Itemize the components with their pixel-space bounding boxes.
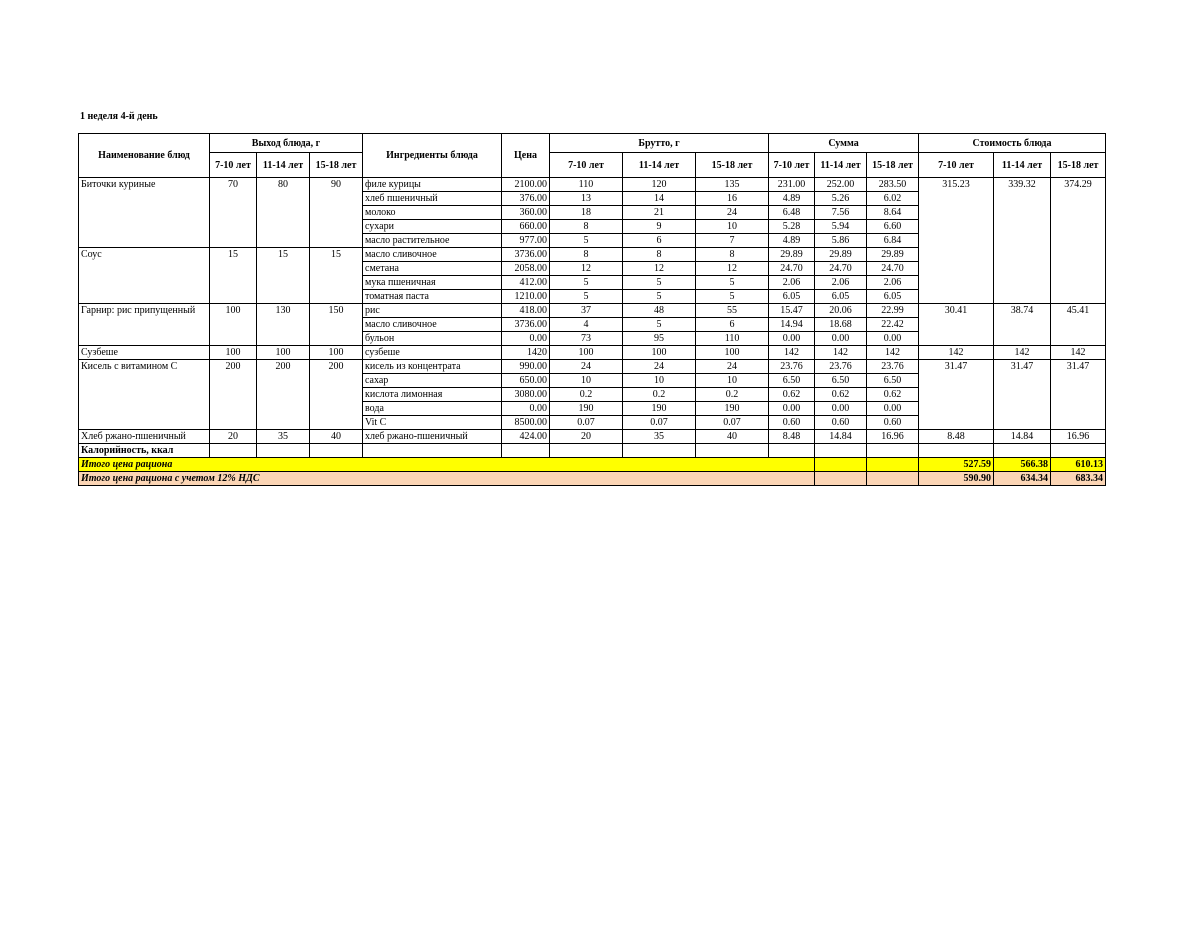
ingredient-brutto: 12: [696, 262, 769, 276]
header-age: 7-10 лет: [919, 153, 994, 178]
ingredient-brutto: 8: [623, 248, 696, 262]
dish-cost: 142: [1051, 346, 1106, 360]
ingredient-brutto: 7: [696, 234, 769, 248]
dish-yield: 100: [210, 346, 257, 360]
ingredient-sum: 2.06: [769, 276, 815, 290]
ingredient-sum: 0.60: [769, 416, 815, 430]
ingredient-brutto: 20: [550, 430, 623, 444]
total-label: Итого цена рациона: [79, 458, 815, 472]
dish-cost: 142: [994, 346, 1051, 360]
ingredient-brutto: 190: [696, 402, 769, 416]
ingredient-brutto: 8: [550, 220, 623, 234]
ingredient-brutto: 73: [550, 332, 623, 346]
header-ingredients: Ингредиенты блюда: [363, 134, 502, 178]
ingredient-name: Vit C: [363, 416, 502, 430]
ingredient-name: масло растительное: [363, 234, 502, 248]
ingredient-sum: 0.60: [867, 416, 919, 430]
ingredient-sum: 8.48: [769, 430, 815, 444]
dish-name: Кисель с витамином С: [79, 360, 210, 430]
ingredient-sum: 29.89: [867, 248, 919, 262]
ingredient-sum: 29.89: [815, 248, 867, 262]
ingredient-sum: 7.56: [815, 206, 867, 220]
table-row: [79, 346, 1106, 360]
dish-name: Соус: [79, 248, 210, 304]
ingredient-price: 3736.00: [502, 318, 550, 332]
dish-cost: 142: [919, 346, 994, 360]
ingredient-sum: 8.64: [867, 206, 919, 220]
ingredient-brutto: 135: [696, 178, 769, 192]
ingredient-sum: 5.26: [815, 192, 867, 206]
total-value: 566.38: [994, 458, 1051, 472]
dish-yield: 200: [257, 360, 310, 430]
ingredient-price: 412.00: [502, 276, 550, 290]
ingredient-sum: 6.60: [867, 220, 919, 234]
ingredient-sum: 14.94: [769, 318, 815, 332]
header-age: 11-14 лет: [623, 153, 696, 178]
ingredient-sum: 0.60: [815, 416, 867, 430]
ingredient-brutto: 5: [550, 290, 623, 304]
ingredient-price: 1210.00: [502, 290, 550, 304]
ingredient-price: 418.00: [502, 304, 550, 318]
ingredient-brutto: 24: [550, 360, 623, 374]
dish-cost: 374.29: [1051, 178, 1106, 304]
table-row: [79, 430, 1106, 444]
dish-cost: 38.74: [994, 304, 1051, 346]
dish-name: Гарнир: рис припущенный: [79, 304, 210, 346]
dish-yield: 90: [310, 178, 363, 248]
ingredient-sum: 0.00: [867, 402, 919, 416]
ingredient-sum: 0.00: [769, 402, 815, 416]
table-row: [79, 360, 1106, 374]
ingredient-sum: 142: [815, 346, 867, 360]
total-value: 610.13: [1051, 458, 1106, 472]
ingredient-name: масло сливочное: [363, 318, 502, 332]
total-vat-label: Итого цена рациона с учетом 12% НДС: [79, 472, 815, 486]
header-age: 11-14 лет: [257, 153, 310, 178]
header-age: 15-18 лет: [867, 153, 919, 178]
ingredient-name: кисель из концентрата: [363, 360, 502, 374]
ingredient-price: 2100.00: [502, 178, 550, 192]
header-dish-name: Наименование блюд: [79, 134, 210, 178]
ingredient-name: бульон: [363, 332, 502, 346]
dish-cost: 315.23: [919, 178, 994, 304]
ingredient-price: 1420: [502, 346, 550, 360]
dish-cost: 31.47: [994, 360, 1051, 430]
dish-yield: 80: [257, 178, 310, 248]
ingredient-price: 3080.00: [502, 388, 550, 402]
ingredient-brutto: 18: [550, 206, 623, 220]
ingredient-sum: 22.99: [867, 304, 919, 318]
ingredient-sum: 0.62: [769, 388, 815, 402]
ingredient-sum: 0.62: [867, 388, 919, 402]
ingredient-sum: 20.06: [815, 304, 867, 318]
header-age: 7-10 лет: [550, 153, 623, 178]
ingredient-brutto: 16: [696, 192, 769, 206]
ingredient-sum: 6.02: [867, 192, 919, 206]
ingredient-brutto: 40: [696, 430, 769, 444]
total-row: [79, 458, 1106, 472]
dish-yield: 40: [310, 430, 363, 444]
ingredient-name: томатная паста: [363, 290, 502, 304]
dish-yield: 150: [310, 304, 363, 346]
ingredient-price: 977.00: [502, 234, 550, 248]
dish-cost: 31.47: [1051, 360, 1106, 430]
ingredient-sum: 14.84: [815, 430, 867, 444]
ingredient-name: масло сливочное: [363, 248, 502, 262]
ingredient-sum: 16.96: [867, 430, 919, 444]
ingredient-sum: 231.00: [769, 178, 815, 192]
ingredient-sum: 22.42: [867, 318, 919, 332]
ingredient-price: 2058.00: [502, 262, 550, 276]
ingredient-brutto: 0.2: [550, 388, 623, 402]
ingredient-brutto: 5: [696, 276, 769, 290]
ingredient-price: 424.00: [502, 430, 550, 444]
ingredient-brutto: 48: [623, 304, 696, 318]
header-price: Цена: [502, 134, 550, 178]
ingredient-brutto: 14: [623, 192, 696, 206]
ingredient-sum: 252.00: [815, 178, 867, 192]
ingredient-sum: 5.94: [815, 220, 867, 234]
ingredient-sum: 23.76: [769, 360, 815, 374]
dish-yield: 20: [210, 430, 257, 444]
dish-yield: 15: [257, 248, 310, 304]
header-age: 11-14 лет: [815, 153, 867, 178]
ingredient-brutto: 100: [623, 346, 696, 360]
header-cost: Стоимость блюда: [919, 134, 1106, 153]
ingredient-name: рис: [363, 304, 502, 318]
ingredient-name: мука пшеничная: [363, 276, 502, 290]
dish-yield: 100: [210, 304, 257, 346]
ingredient-brutto: 5: [623, 276, 696, 290]
ingredient-brutto: 5: [696, 290, 769, 304]
dish-yield: 15: [210, 248, 257, 304]
dish-cost: 31.47: [919, 360, 994, 430]
dish-yield: 130: [257, 304, 310, 346]
ingredient-sum: 6.05: [867, 290, 919, 304]
ingredient-name: сухари: [363, 220, 502, 234]
ingredient-brutto: 190: [623, 402, 696, 416]
dish-yield: 35: [257, 430, 310, 444]
dish-cost: 14.84: [994, 430, 1051, 444]
ingredient-sum: 5.86: [815, 234, 867, 248]
ingredient-sum: 6.84: [867, 234, 919, 248]
dish-cost: 30.41: [919, 304, 994, 346]
page-title: 1 неделя 4-й день: [80, 111, 158, 122]
ingredient-brutto: 24: [696, 206, 769, 220]
header-age: 15-18 лет: [310, 153, 363, 178]
ingredient-name: кислота лимонная: [363, 388, 502, 402]
ingredient-sum: 24.70: [815, 262, 867, 276]
ingredient-brutto: 21: [623, 206, 696, 220]
ingredient-brutto: 95: [623, 332, 696, 346]
dish-yield: 100: [310, 346, 363, 360]
ingredient-brutto: 0.2: [696, 388, 769, 402]
ingredient-name: хлеб ржано-пшеничный: [363, 430, 502, 444]
ingredient-sum: 6.50: [867, 374, 919, 388]
ingredient-price: 0.00: [502, 402, 550, 416]
ingredient-name: сметана: [363, 262, 502, 276]
ingredient-brutto: 5: [623, 290, 696, 304]
ingredient-sum: 29.89: [769, 248, 815, 262]
ingredient-name: вода: [363, 402, 502, 416]
dish-yield: 200: [310, 360, 363, 430]
ingredient-sum: 2.06: [867, 276, 919, 290]
ingredient-name: сахар: [363, 374, 502, 388]
total-value: 527.59: [919, 458, 994, 472]
ingredient-brutto: 110: [550, 178, 623, 192]
total-vat-value: 634.34: [994, 472, 1051, 486]
header-age: 15-18 лет: [696, 153, 769, 178]
ingredient-sum: 18.68: [815, 318, 867, 332]
ingredient-brutto: 10: [550, 374, 623, 388]
ingredient-brutto: 100: [550, 346, 623, 360]
ingredient-brutto: 120: [623, 178, 696, 192]
ingredient-name: хлеб пшеничный: [363, 192, 502, 206]
calories-label: Калорийность, ккал: [79, 444, 210, 458]
ingredient-sum: 0.00: [769, 332, 815, 346]
ingredient-price: 650.00: [502, 374, 550, 388]
table-body: [79, 178, 1106, 444]
ingredient-sum: 6.50: [815, 374, 867, 388]
ingredient-sum: 4.89: [769, 234, 815, 248]
table-row: [79, 178, 1106, 192]
ingredient-brutto: 13: [550, 192, 623, 206]
ingredient-sum: 6.05: [815, 290, 867, 304]
ingredient-sum: 24.70: [867, 262, 919, 276]
ingredient-price: 990.00: [502, 360, 550, 374]
table-row: [79, 304, 1106, 318]
header-age: 11-14 лет: [994, 153, 1051, 178]
table-footer: [79, 444, 1106, 486]
ingredient-price: 376.00: [502, 192, 550, 206]
ingredient-price: 0.00: [502, 332, 550, 346]
header-age: 7-10 лет: [769, 153, 815, 178]
ingredient-sum: 23.76: [815, 360, 867, 374]
menu-cost-table: [78, 133, 1106, 486]
ingredient-sum: 0.62: [815, 388, 867, 402]
total-vat-row: [79, 472, 1106, 486]
ingredient-price: 3736.00: [502, 248, 550, 262]
ingredient-brutto: 5: [623, 318, 696, 332]
ingredient-sum: 0.00: [815, 332, 867, 346]
ingredient-brutto: 4: [550, 318, 623, 332]
ingredient-brutto: 35: [623, 430, 696, 444]
ingredient-sum: 0.00: [815, 402, 867, 416]
ingredient-brutto: 0.2: [623, 388, 696, 402]
header-brutto: Брутто, г: [550, 134, 769, 153]
ingredient-brutto: 37: [550, 304, 623, 318]
ingredient-brutto: 8: [550, 248, 623, 262]
header-sum: Сумма: [769, 134, 919, 153]
ingredient-brutto: 24: [623, 360, 696, 374]
ingredient-brutto: 24: [696, 360, 769, 374]
ingredient-sum: 5.28: [769, 220, 815, 234]
ingredient-brutto: 6: [696, 318, 769, 332]
ingredient-brutto: 190: [550, 402, 623, 416]
dish-cost: 8.48: [919, 430, 994, 444]
calories-row: [79, 444, 1106, 458]
dish-name: Хлеб ржано-пшеничный: [79, 430, 210, 444]
dish-cost: 339.32: [994, 178, 1051, 304]
ingredient-sum: 0.00: [867, 332, 919, 346]
total-vat-value: 683.34: [1051, 472, 1106, 486]
dish-yield: 15: [310, 248, 363, 304]
ingredient-price: 660.00: [502, 220, 550, 234]
ingredient-brutto: 9: [623, 220, 696, 234]
ingredient-sum: 142: [769, 346, 815, 360]
dish-cost: 45.41: [1051, 304, 1106, 346]
ingredient-sum: 283.50: [867, 178, 919, 192]
ingredient-sum: 142: [867, 346, 919, 360]
ingredient-brutto: 100: [696, 346, 769, 360]
ingredient-sum: 24.70: [769, 262, 815, 276]
ingredient-brutto: 10: [696, 220, 769, 234]
ingredient-brutto: 12: [623, 262, 696, 276]
ingredient-brutto: 6: [623, 234, 696, 248]
dish-yield: 70: [210, 178, 257, 248]
ingredient-brutto: 0.07: [550, 416, 623, 430]
ingredient-brutto: 8: [696, 248, 769, 262]
ingredient-sum: 2.06: [815, 276, 867, 290]
ingredient-sum: 4.89: [769, 192, 815, 206]
ingredient-brutto: 10: [696, 374, 769, 388]
ingredient-brutto: 55: [696, 304, 769, 318]
table-header: [79, 134, 1106, 178]
ingredient-sum: 6.50: [769, 374, 815, 388]
ingredient-sum: 15.47: [769, 304, 815, 318]
ingredient-brutto: 5: [550, 276, 623, 290]
ingredient-brutto: 5: [550, 234, 623, 248]
dish-name: Сузбеше: [79, 346, 210, 360]
ingredient-name: молоко: [363, 206, 502, 220]
dish-yield: 200: [210, 360, 257, 430]
header-age: 7-10 лет: [210, 153, 257, 178]
ingredient-sum: 6.48: [769, 206, 815, 220]
ingredient-sum: 6.05: [769, 290, 815, 304]
ingredient-price: 360.00: [502, 206, 550, 220]
ingredient-brutto: 110: [696, 332, 769, 346]
ingredient-name: сузбеше: [363, 346, 502, 360]
ingredient-name: филе курицы: [363, 178, 502, 192]
ingredient-brutto: 0.07: [623, 416, 696, 430]
header-yield: Выход блюда, г: [210, 134, 363, 153]
total-vat-value: 590.90: [919, 472, 994, 486]
ingredient-sum: 23.76: [867, 360, 919, 374]
ingredient-price: 8500.00: [502, 416, 550, 430]
dish-yield: 100: [257, 346, 310, 360]
dish-name: Биточки куриные: [79, 178, 210, 248]
dish-cost: 16.96: [1051, 430, 1106, 444]
ingredient-brutto: 0.07: [696, 416, 769, 430]
ingredient-brutto: 10: [623, 374, 696, 388]
ingredient-brutto: 12: [550, 262, 623, 276]
header-age: 15-18 лет: [1051, 153, 1106, 178]
